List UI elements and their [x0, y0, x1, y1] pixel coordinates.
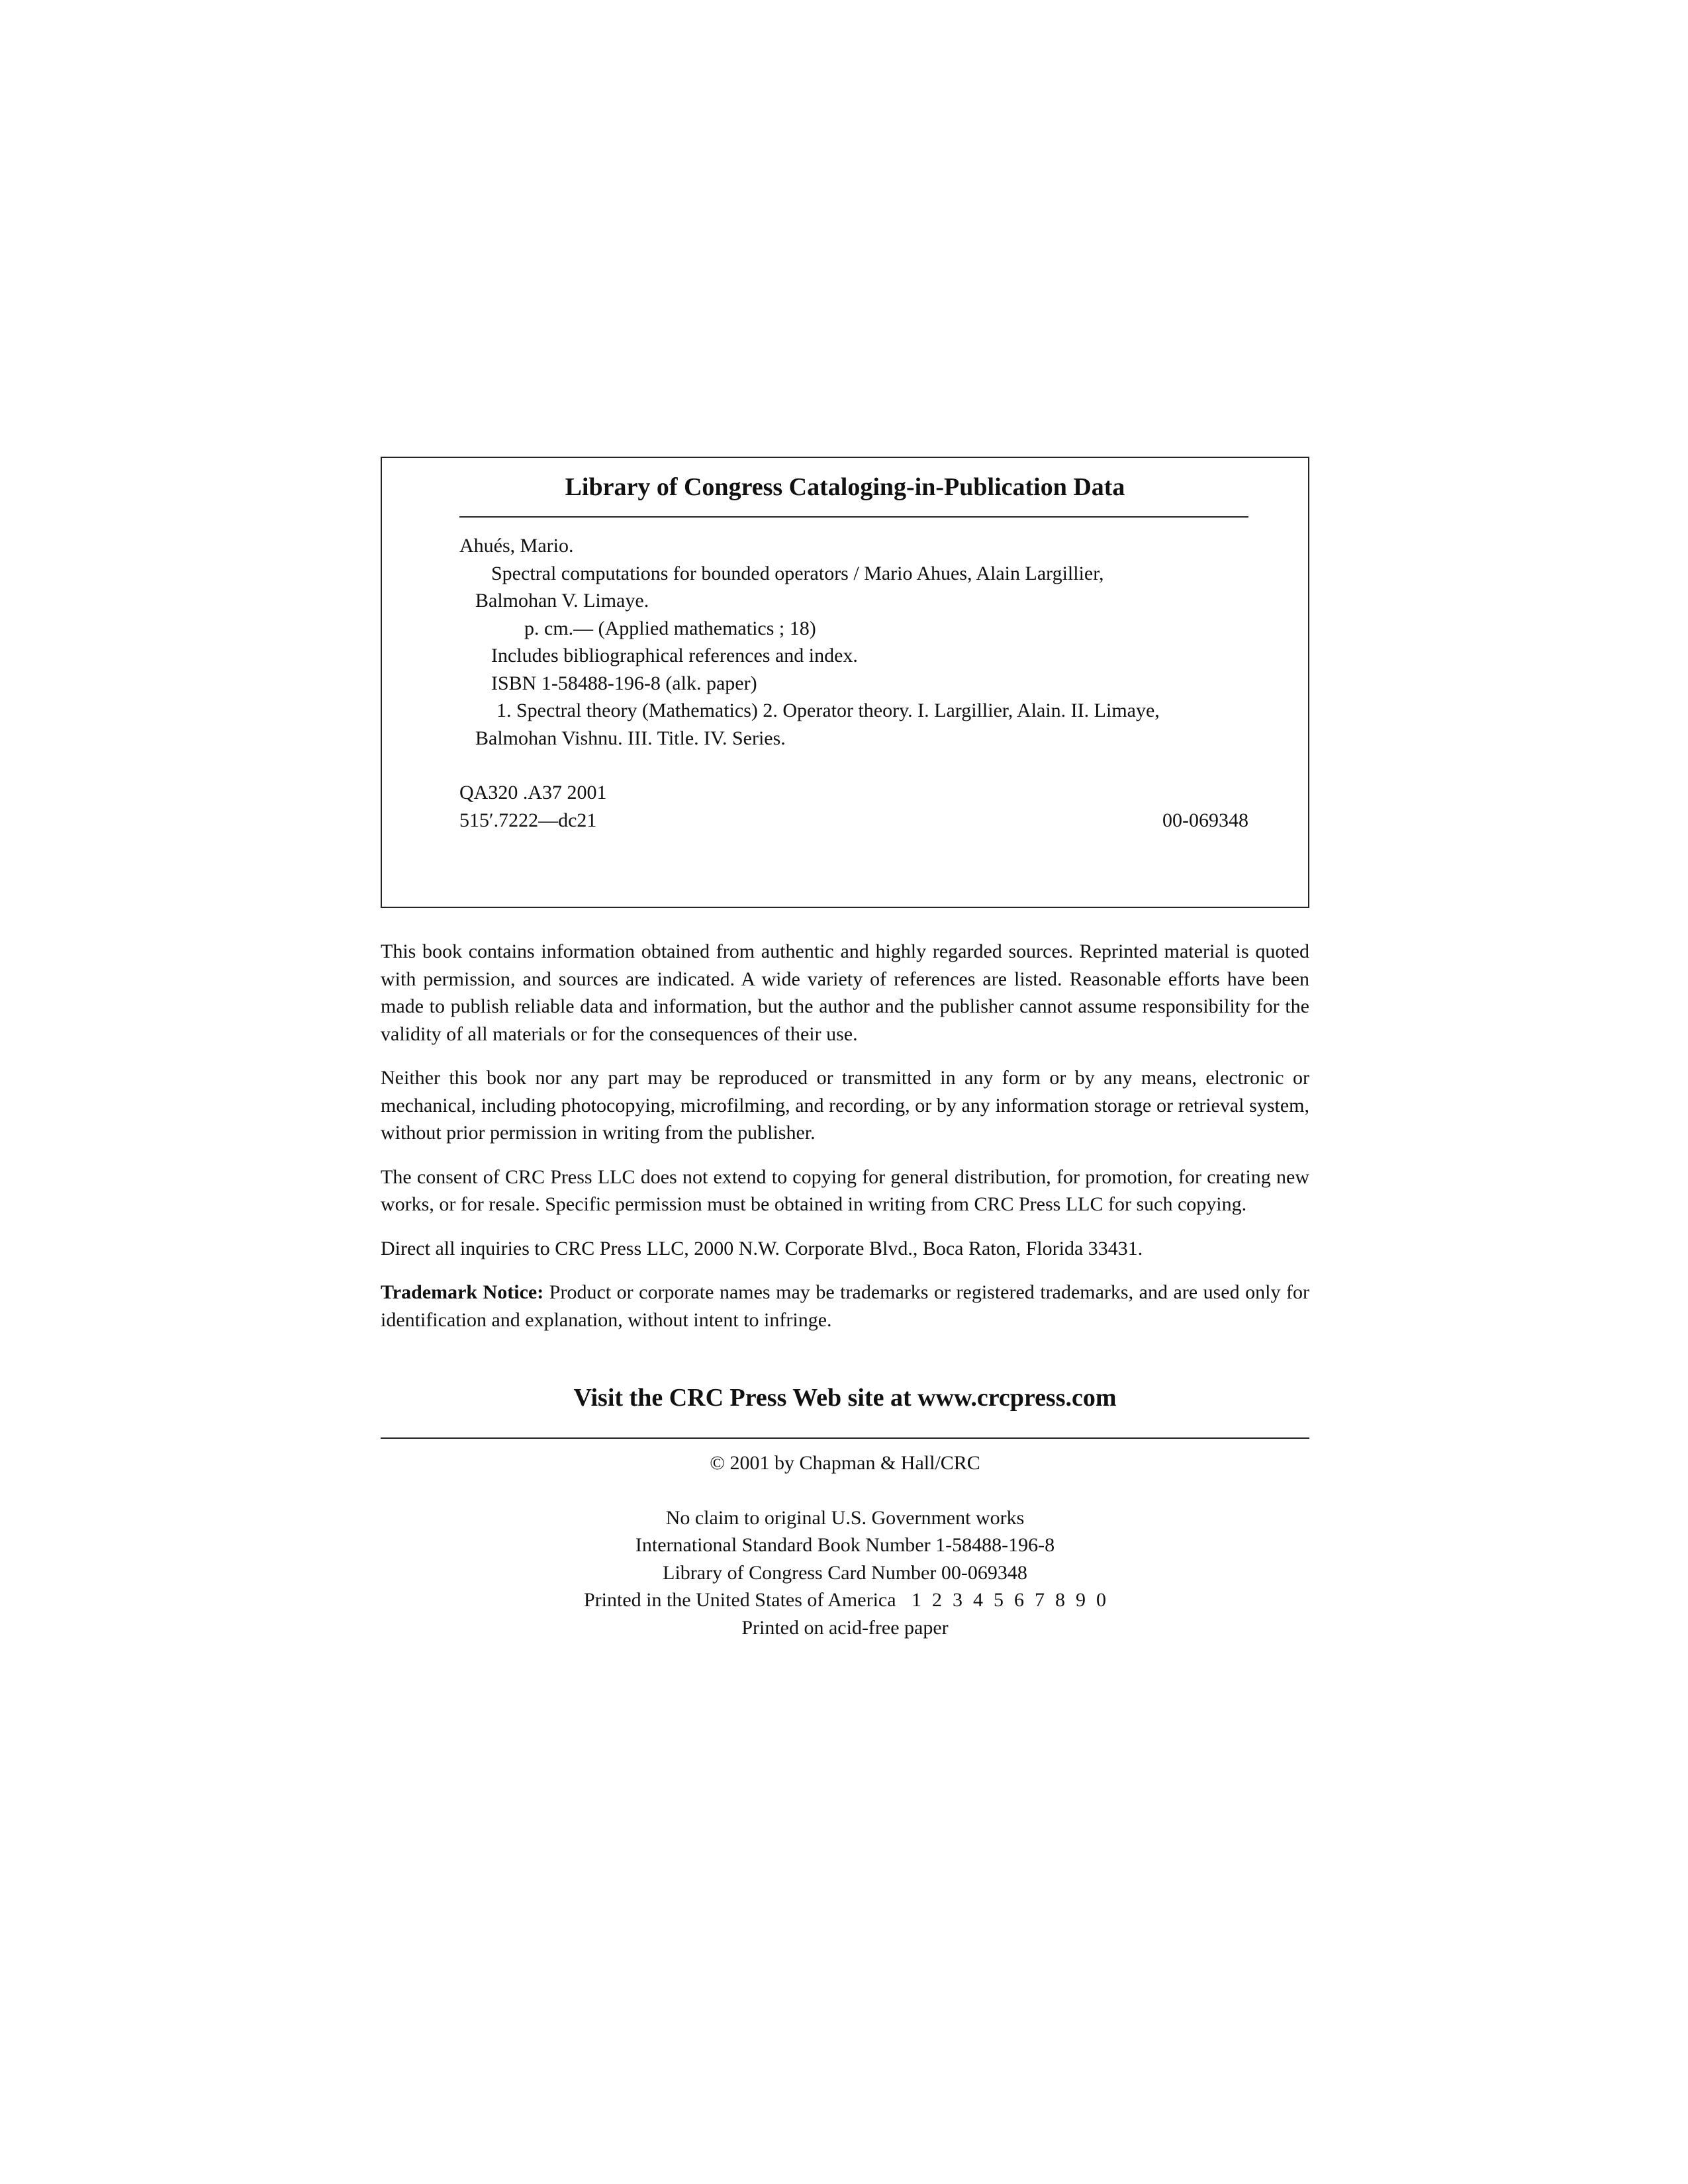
print-number: 6: [1014, 1589, 1025, 1611]
print-numbers: [901, 1589, 1106, 1611]
print-number: 0: [1096, 1589, 1107, 1611]
isbn-line: International Standard Book Number 1-58488-196-8: [635, 1534, 1055, 1556]
trademark-label: Trademark Notice:: [381, 1281, 544, 1303]
copyright-line: © 2001 by Chapman & Hall/CRC: [710, 1452, 980, 1474]
cip-spacer: [459, 752, 1248, 779]
printed-in-line: [381, 1586, 1309, 1614]
cip-title-statement-cont: Balmohan V. Limaye.: [475, 590, 649, 612]
rights-text: [381, 938, 1309, 1350]
cip-physical-description: p. cm.— (Applied mathematics ; 18): [524, 617, 816, 639]
cip-title: Library of Congress Cataloging-in-Publication Data: [565, 473, 1125, 501]
cip-title-statement: Spectral computations for bounded operators / Mario Ahues, Alain Largillier,: [491, 562, 1104, 584]
print-number: 7: [1035, 1589, 1045, 1611]
print-number: 8: [1055, 1589, 1066, 1611]
print-number: 4: [973, 1589, 984, 1611]
cip-dewey: 515′.7222—dc21: [459, 809, 597, 831]
colophon: [381, 1449, 1309, 1641]
website-notice: Visit the CRC Press Web site at www.crcpress.com: [573, 1384, 1117, 1412]
cip-title-rule: [459, 516, 1248, 518]
print-number: 2: [932, 1589, 943, 1611]
inquiries-paragraph: Direct all inquiries to CRC Press LLC, 2000 N.W. Corporate Blvd., Boca Raton, Florida 33431.: [381, 1237, 1143, 1259]
cip-subjects: 1. Spectral theory (Mathematics) 2. Operator theory. I. Largillier, Alain. II. Limaye,: [496, 700, 1160, 721]
cip-record: [459, 532, 1248, 834]
lccn-line: Library of Congress Card Number 00-069348: [663, 1561, 1027, 1584]
trademark-text: Product or corporate names may be trademarks or registered trademarks, and are used only for identification and explanation, without intent to infringe.: [381, 1281, 1310, 1331]
no-claim-line: No claim to original U.S. Government works: [665, 1506, 1025, 1529]
cip-subjects-cont: Balmohan Vishnu. III. Title. IV. Series.: [475, 727, 786, 749]
cip-isbn: ISBN 1-58488-196-8 (alk. paper): [491, 672, 757, 694]
consent-paragraph: The consent of CRC Press LLC does not extend to copying for general distribution, for promotion, for creating new works, or for resale. Specific permission must be obtained in writing from CRC Press LLC for such copying.: [381, 1165, 1309, 1215]
print-number: 1: [912, 1589, 922, 1611]
cip-notes: Includes bibliographical references and index.: [491, 645, 858, 666]
cip-lccn: 00-069348: [1162, 809, 1248, 831]
print-number: 9: [1076, 1589, 1086, 1611]
cip-author: Ahués, Mario.: [459, 535, 574, 557]
cip-data-box: [381, 457, 1309, 908]
print-number: 3: [953, 1589, 963, 1611]
print-number: 5: [994, 1589, 1004, 1611]
reproduction-paragraph: Neither this book nor any part may be reproduced or transmitted in any form or by any means, electronic or mechanical, including photocopying, microfilming, and recording, or by any information storage or retrieval system, without prior permission in writing from the publisher.: [381, 1067, 1309, 1144]
printed-in-text: Printed in the United States of America: [583, 1589, 896, 1611]
sources-paragraph: This book contains information obtained from authentic and highly regarded sources. Reprinted material is quoted with permission, and sources are indicated. A wide variety of references are listed. Reasonable efforts have been made to publish reliable data and information, but the author and the publisher cannot assume responsibility for the validity of all materials or for the consequences of their use.: [381, 940, 1309, 1045]
paper-line: Printed on acid-free paper: [741, 1616, 949, 1639]
cip-dewey-row: [459, 807, 1248, 835]
colophon-rule: [381, 1437, 1309, 1439]
colophon-spacer: [381, 1477, 1309, 1504]
cip-lc-class: QA320 .A37 2001: [459, 782, 607, 803]
trademark-paragraph: [381, 1279, 1309, 1334]
